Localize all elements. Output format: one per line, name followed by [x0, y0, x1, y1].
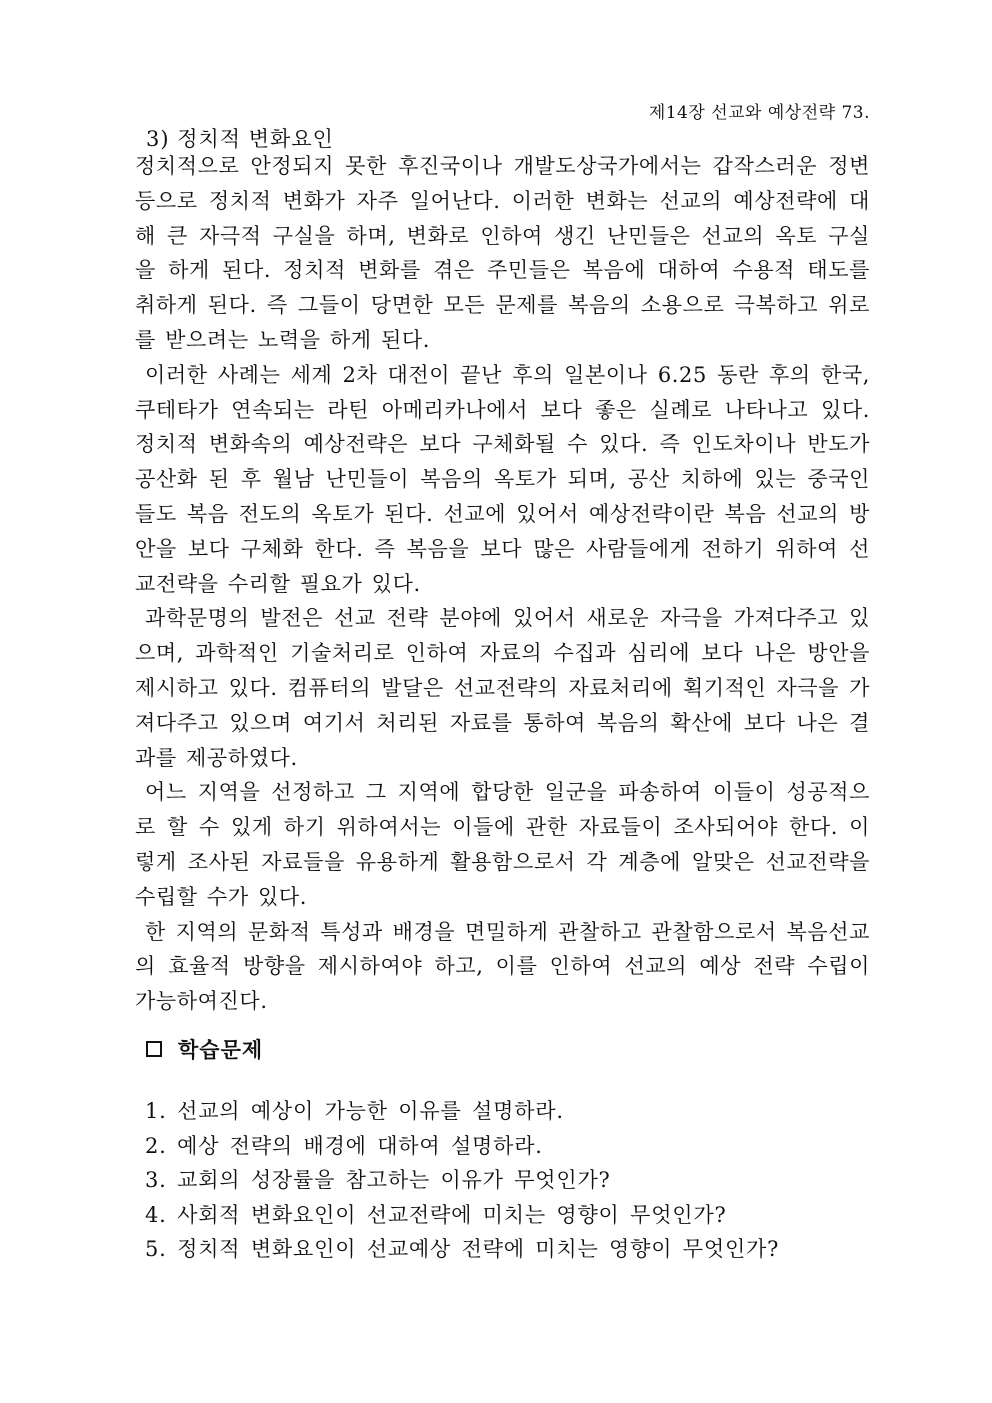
paragraph: 이러한 사례는 세계 2차 대전이 끝난 후의 일본이나 6.25 동란 후의 한국, 쿠테타가 연속되는 라틴 아메리카나에서 보다 좋은 실례로 나타나고 있다. 정치적 변화속의 예상전략은 보다 구체화될 수 있다. 즉 인도차이나 반도가 공산화 된 후 월남 난민들이 복음의 옥토가 되며, 공산 치하에 있는 중국인들도 복음 전도의 옥토가 된다. 선교에 있어서 예상전략이란 복음 선교의 방안을 보다 구체화 한다. 즉 복음을 보다 많은 사람들에게 전하기 위하여 선교전략을 수리할 필요가 있다.: [135, 362, 870, 596]
exercises-heading: [146, 1034, 263, 1064]
checkbox-square-icon: [146, 1041, 162, 1057]
body-text: [135, 149, 870, 1019]
exercise-question: 5. 정치적 변화요인이 선교예상 전략에 미치는 영향이 무엇인가?: [145, 1237, 780, 1262]
paragraph: 어느 지역을 선정하고 그 지역에 합당한 일군을 파송하여 이들이 성공적으로 할 수 있게 하기 위하여서는 이들에 관한 자료들이 조사되어야 한다. 이렇게 조사된 자료들을 유용하게 활용함으로서 각 계층에 알맞은 선교전략을 수립할 수가 있다.: [135, 780, 870, 909]
section-heading: 3) 정치적 변화요인: [146, 127, 334, 151]
exercises-heading-label: 학습문제: [178, 1037, 264, 1062]
exercise-question-list: [145, 1094, 779, 1267]
exercise-question: 4. 사회적 변화요인이 선교전략에 미치는 영향이 무엇인가?: [145, 1202, 727, 1227]
exercise-question: 1. 선교의 예상이 가능한 이유를 설명하라.: [145, 1099, 564, 1123]
exercise-question: 3. 교회의 성장률을 참고하는 이유가 무엇인가?: [145, 1168, 611, 1193]
paragraph: 한 지역의 문화적 특성과 배경을 면밀하게 관찰하고 관찰함으로서 복음선교의 효율적 방향을 제시하여야 하고, 이를 인하여 선교의 예상 전략 수립이 가능하여진다.: [135, 919, 870, 1014]
running-header: 제14장 선교와 예상전략 73.: [648, 103, 870, 123]
paragraph: 과학문명의 발전은 선교 전략 분야에 있어서 새로운 자극을 가져다주고 있으며, 과학적인 기술처리로 인하여 자료의 수집과 심리에 보다 나은 방안을 제시하고 있다. 컴퓨터의 발달은 선교전략의 자료처리에 획기적인 자극을 가져다주고 있으며 여기서 처리된 자료를 통하여 복음의 확산에 보다 나은 결과를 제공하였다.: [135, 606, 870, 770]
exercise-question: 2. 예상 전략의 배경에 대하여 설명하라.: [145, 1133, 543, 1158]
paragraph: 정치적으로 안정되지 못한 후진국이나 개발도상국가에서는 갑작스러운 정변 등으로 정치적 변화가 자주 일어난다. 이러한 변화는 선교의 예상전략에 대해 큰 자극적 구실을 하며, 변화로 인하여 생긴 난민들은 선교의 옥토 구실을 하게 된다. 정치적 변화를 겪은 주민들은 복음에 대하여 수용적 태도를 취하게 된다. 즉 그들이 당면한 모든 문제를 복음의 소용으로 극복하고 위로를 받으려는 노력을 하게 된다.: [135, 154, 870, 352]
